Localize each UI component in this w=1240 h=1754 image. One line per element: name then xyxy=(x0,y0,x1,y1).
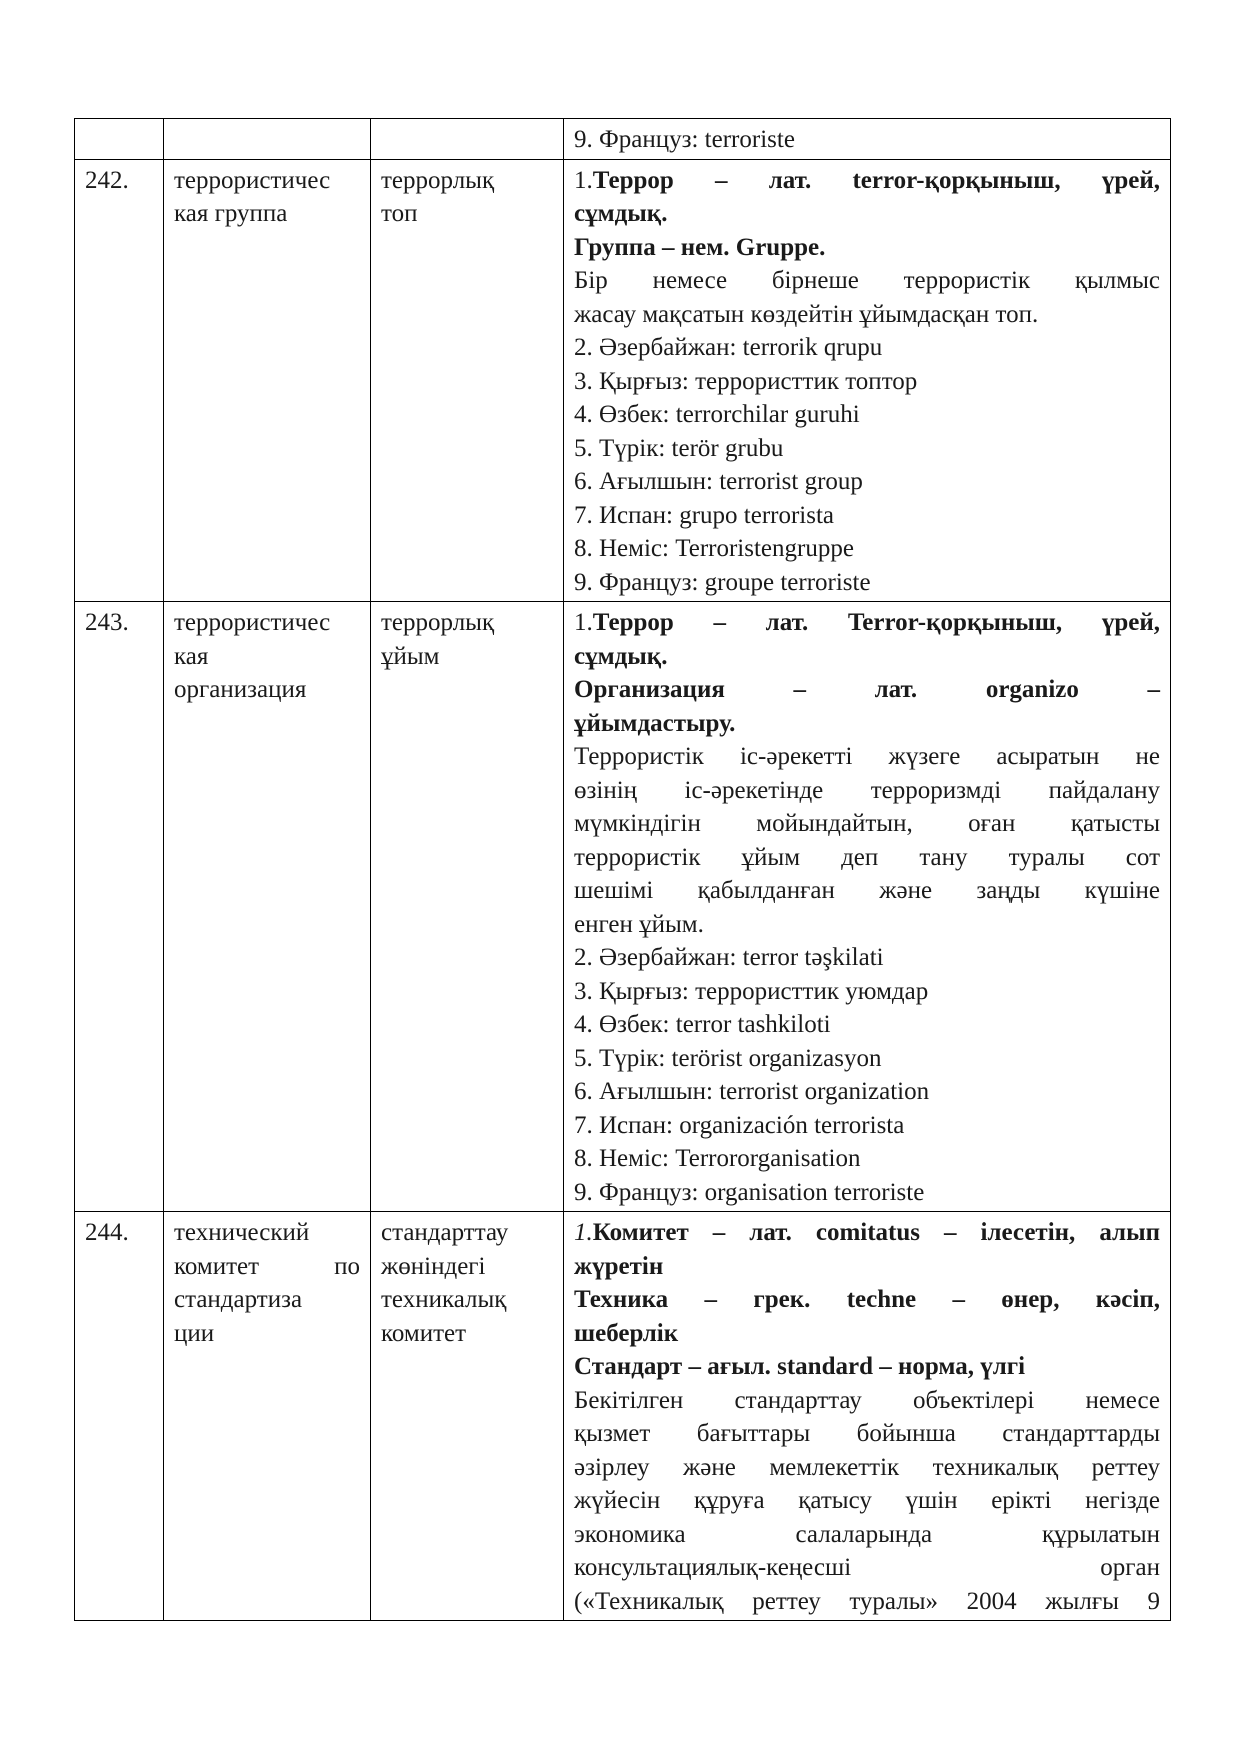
definition-cell xyxy=(564,119,1171,160)
kz-term-line: террорлық xyxy=(381,166,495,194)
ru-term-cell xyxy=(164,119,371,160)
ru-term-cell xyxy=(164,602,371,1212)
definition-line: консультациялық-кеңесші орган xyxy=(574,1554,1160,1581)
ru-term-cell xyxy=(164,159,371,602)
etymology-line xyxy=(574,1216,1160,1250)
etymology-line: Стандарт – ағыл. standard – норма, үлгі xyxy=(574,1353,1026,1380)
definition-line: («Техникалық реттеу туралы» 2004 жылғы 9 xyxy=(574,1587,1160,1615)
etymology-line: Техника – грек. techne – өнер, кәсіп, xyxy=(574,1286,1160,1313)
ru-term-line: кая группа xyxy=(174,200,288,227)
kz-term-line: террорлық xyxy=(381,609,495,636)
kz-term-line: топ xyxy=(381,200,418,227)
translation-line: 9. Француз: groupe terroriste xyxy=(574,568,871,596)
kz-term-cell xyxy=(371,119,564,160)
kz-term-line: жөніндегі xyxy=(381,1252,486,1280)
etymology-line xyxy=(574,606,1160,640)
list-prefix: 1. xyxy=(574,609,593,636)
translation-line: 7. Испан: grupo terrorista xyxy=(574,501,835,529)
ru-term-line: технический xyxy=(174,1219,310,1246)
translation-line: 5. Түрік: terörist organizasyon xyxy=(574,1044,882,1072)
kz-term-line: комитет xyxy=(381,1319,467,1347)
definition-line: мүмкіндігін мойындайтын, оған қатысты xyxy=(574,810,1160,837)
continuation-row xyxy=(75,119,1171,160)
kz-term-line: ұйым xyxy=(381,642,440,670)
translation-line: 6. Ағылшын: terrorist group xyxy=(574,468,863,495)
definition-line: қызмет бағыттары бойынша стандарттарды xyxy=(574,1420,1160,1447)
definition-cell xyxy=(564,1212,1171,1621)
ru-term-line: ции xyxy=(174,1319,215,1347)
etymology-line: сұмдық. xyxy=(574,642,668,670)
ru-term-line: комитет по xyxy=(174,1252,360,1280)
definition-line: енген ұйым. xyxy=(574,910,704,938)
kz-term-cell xyxy=(371,159,564,602)
definition-line: Бір немесе бірнеше террористік қылмыс xyxy=(574,267,1160,294)
translation-line: 8. Неміс: Terrororganisation xyxy=(574,1145,861,1172)
translation-line: 2. Әзербайжан: terrorik qrupu xyxy=(574,334,883,361)
ru-term-line: организация xyxy=(174,676,307,703)
list-prefix: 1. xyxy=(574,166,593,194)
etymology-line: Организация – лат. organizo – xyxy=(574,676,1160,703)
entry-number: 242. xyxy=(75,159,164,602)
definition-line: шешімі қабылданған және заңды күшіне xyxy=(574,877,1160,904)
ru-term-line: кая xyxy=(174,642,209,670)
definition-line: өзінің іс-әрекетінде терроризмді пайдалану xyxy=(574,776,1160,804)
etymology-text: Комитет – лат. comitatus – ілесетін, алып xyxy=(592,1219,1160,1246)
translation-line: 4. Өзбек: terrorchilar guruhi xyxy=(574,401,860,428)
definition-cell xyxy=(564,159,1171,602)
etymology-line: шеберлік xyxy=(574,1319,679,1347)
ru-term-line: террористичес xyxy=(174,609,331,636)
kz-term-line: техникалық xyxy=(381,1286,507,1313)
definition-line: Террористік іс-әрекетті жүзеге асыратын не xyxy=(574,743,1160,770)
translation-line: 9. Француз: organisation terroriste xyxy=(574,1178,925,1206)
translation-line: 6. Ағылшын: terrorist organization xyxy=(574,1078,930,1105)
etymology-line: сұмдық. xyxy=(574,200,668,227)
definition-line: жүйесін құруға қатысу үшін ерікті негізде xyxy=(574,1487,1160,1514)
entry-row-244 xyxy=(75,1212,1171,1621)
translation-line: 9. Француз: terroriste xyxy=(574,126,795,153)
definition-line: жасау мақсатын көздейтін ұйымдасқан топ. xyxy=(574,300,1039,328)
definition-line: террористік ұйым деп тану туралы сот xyxy=(574,843,1160,871)
definition-line: Бекітілген стандарттау объектілері немесе xyxy=(574,1386,1160,1414)
definition-cell xyxy=(564,602,1171,1212)
etymology-text: Террор – лат. terror-қорқыныш, үрей, xyxy=(592,166,1160,194)
etymology-line: Группа – нем. Gruppe. xyxy=(574,233,826,261)
entry-row-243 xyxy=(75,602,1171,1212)
kz-term-cell xyxy=(371,1212,564,1621)
translation-line: 4. Өзбек: terror tashkiloti xyxy=(574,1011,831,1038)
num-cell xyxy=(75,119,164,160)
etymology-text: Террор – лат. Terror-қорқыныш, үрей, xyxy=(592,609,1160,636)
kz-term-cell xyxy=(371,602,564,1212)
ru-term-line: стандартиза xyxy=(174,1286,303,1313)
translation-line: 3. Қырғыз: террористтик уюмдар xyxy=(574,977,929,1005)
etymology-line xyxy=(574,164,1160,198)
entry-number: 243. xyxy=(75,602,164,1212)
list-prefix: 1. xyxy=(574,1219,593,1246)
kz-term-line: стандарттау xyxy=(381,1219,509,1246)
ru-term-cell xyxy=(164,1212,371,1621)
translation-line: 8. Неміс: Terroristengruppe xyxy=(574,535,854,562)
translation-line: 3. Қырғыз: террористтик топтор xyxy=(574,367,918,395)
etymology-line: ұйымдастыру. xyxy=(574,709,736,737)
entry-number: 244. xyxy=(75,1212,164,1621)
dictionary-table xyxy=(74,118,1171,1621)
definition-line: экономика салаларында құрылатын xyxy=(574,1520,1160,1548)
translation-line: 2. Әзербайжан: terror təşkilati xyxy=(574,944,884,971)
translation-line: 7. Испан: organización terrorista xyxy=(574,1111,905,1139)
ru-term-line: террористичес xyxy=(174,166,331,194)
entry-row-242 xyxy=(75,159,1171,602)
definition-line: әзірлеу және мемлекеттік техникалық реттеу xyxy=(574,1453,1160,1481)
etymology-line: жүретін xyxy=(574,1252,664,1280)
translation-line: 5. Түрік: terör grubu xyxy=(574,434,784,462)
